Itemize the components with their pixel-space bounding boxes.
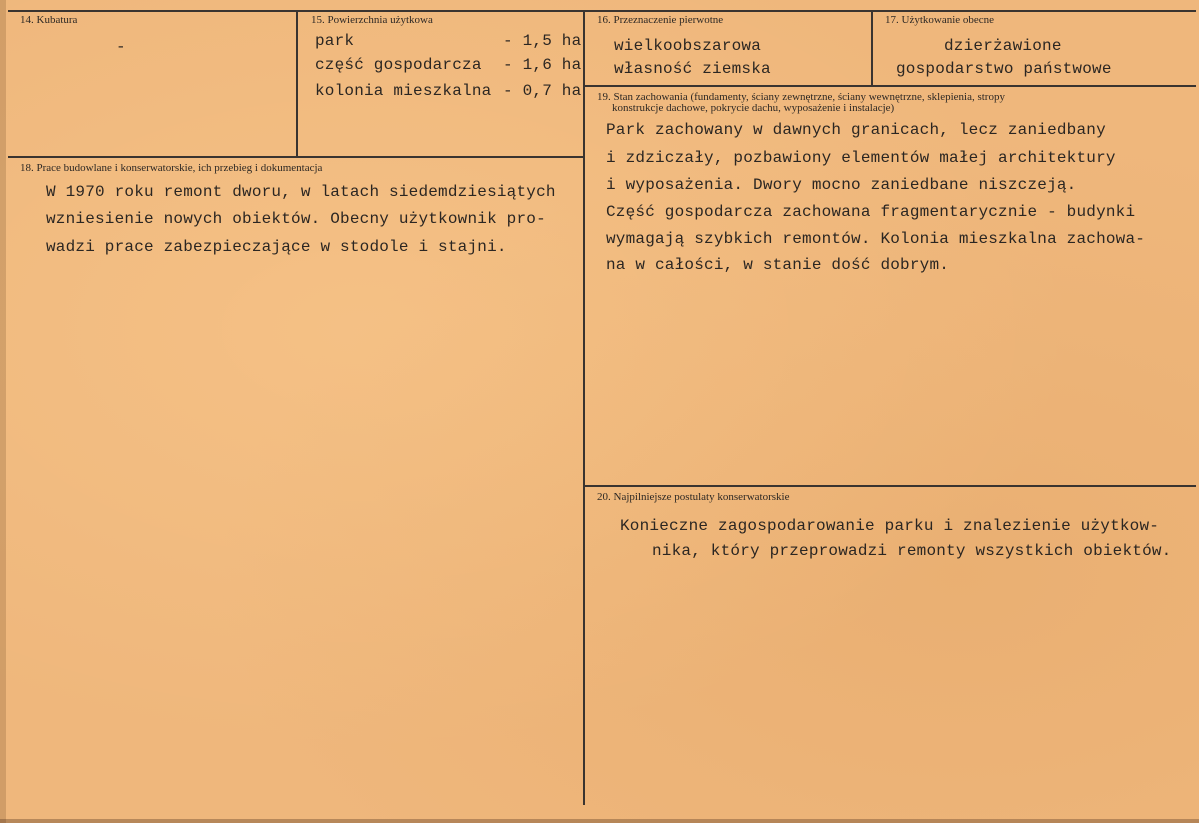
section-16-label: 16. Przeznaczenie pierwotne xyxy=(597,14,724,26)
top-border-line xyxy=(8,10,1196,12)
area-name: kolonia mieszkalna xyxy=(315,82,492,100)
section-14-value: - xyxy=(116,38,126,56)
paper-bottom-edge xyxy=(0,819,1199,823)
works-line: wadzi prace zabezpieczające w stodole i stajni. xyxy=(46,238,507,256)
condition-line: i zdziczały, pozbawiony elementów małej architektury xyxy=(606,149,1116,167)
line-above-18 xyxy=(8,156,585,158)
divider-16-17 xyxy=(871,10,873,86)
original-purpose-line: własność ziemska xyxy=(614,60,771,78)
section-15-label: 15. Powierzchnia użytkowa xyxy=(311,14,433,26)
line-above-20 xyxy=(585,485,1196,487)
current-use-line: dzierżawione xyxy=(944,37,1062,55)
area-name: część gospodarcza xyxy=(315,56,482,74)
paper-left-edge xyxy=(0,0,6,823)
condition-line: na w całości, w stanie dość dobrym. xyxy=(606,256,950,274)
works-line: wzniesienie nowych obiektów. Obecny użytkownik pro- xyxy=(46,210,546,228)
area-value: - 1,5 ha xyxy=(503,32,582,50)
section-15-rows xyxy=(315,32,583,110)
condition-line: Część gospodarcza zachowana fragmentarycznie - budynki xyxy=(606,203,1136,221)
area-value: - 0,7 ha xyxy=(503,82,582,100)
condition-line: Park zachowany w dawnych granicach, lecz zaniedbany xyxy=(606,121,1106,139)
works-line: W 1970 roku remont dworu, w latach siedemdziesiątych xyxy=(46,183,556,201)
section-19-label-line: 19. Stan zachowania (fundamenty, ściany zewnętrzne, ściany wewnętrzne, sklepienia, stropy xyxy=(597,91,1005,103)
area-value: - 1,6 ha xyxy=(503,56,582,74)
divider-14-15 xyxy=(296,10,298,156)
postulate-line: Konieczne zagospodarowanie parku i znalezienie użytkow- xyxy=(620,517,1160,535)
divider-main xyxy=(583,10,585,805)
area-row xyxy=(315,56,583,74)
postulate-line: nika, który przeprowadzi remonty wszystkich obiektów. xyxy=(652,542,1172,560)
section-19-label-line: konstrukcje dachowe, pokrycie dachu, wyposażenie i instalacje) xyxy=(612,102,895,114)
section-20-label: 20. Najpilniejsze postulaty konserwatorskie xyxy=(597,491,790,503)
original-purpose-line: wielkoobszarowa xyxy=(614,37,762,55)
section-14-label: 14. Kubatura xyxy=(20,14,78,26)
condition-line: i wyposażenia. Dwory mocno zaniedbane niszczeją. xyxy=(606,176,1077,194)
section-17-label: 17. Użytkowanie obecne xyxy=(885,14,995,26)
current-use-line: gospodarstwo państwowe xyxy=(896,60,1112,78)
area-row xyxy=(315,32,583,50)
area-row xyxy=(315,82,583,100)
condition-line: wymagają szybkich remontów. Kolonia mieszkalna zachowa- xyxy=(606,230,1146,248)
section-18-label: 18. Prace budowlane i konserwatorskie, ich przebieg i dokumentacja xyxy=(20,162,323,174)
line-above-19 xyxy=(585,85,1196,87)
area-name: park xyxy=(315,32,355,50)
